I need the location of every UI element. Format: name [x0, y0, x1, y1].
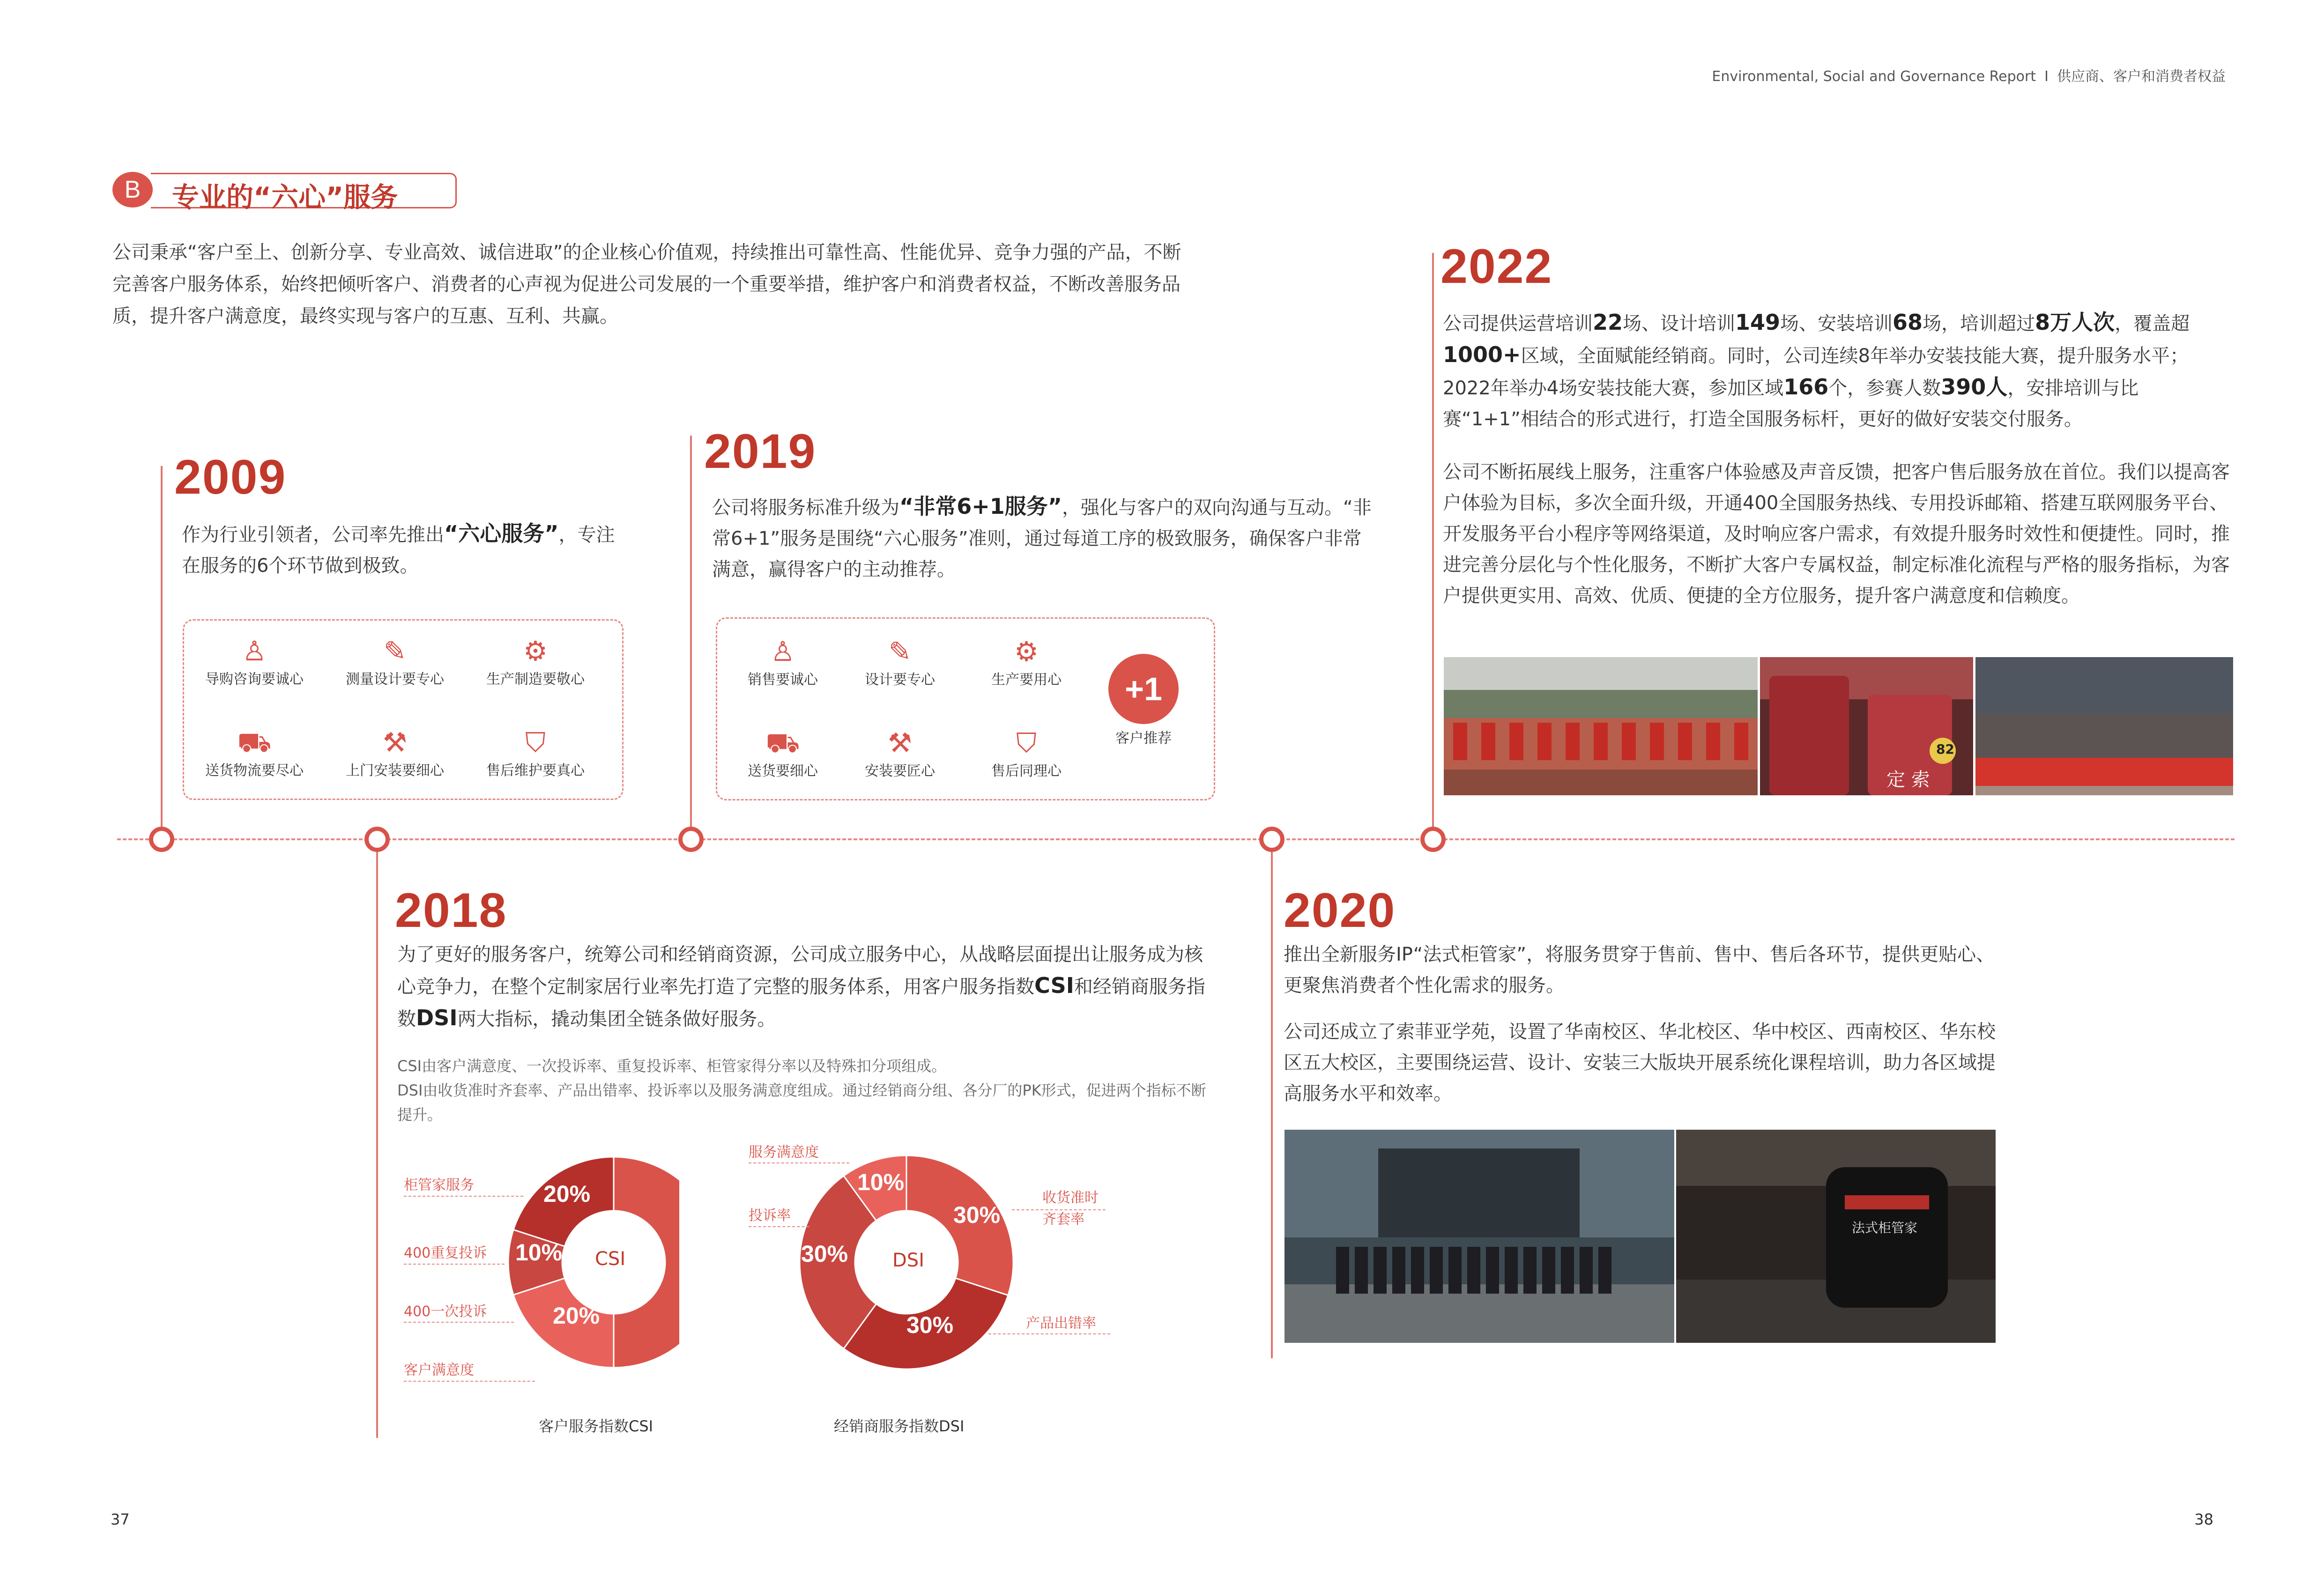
- section-title: 专业的“六心”服务: [172, 181, 398, 213]
- t22g: 个，参赛人数: [1828, 378, 1941, 399]
- photo-staff-lineup: [1285, 1130, 1674, 1343]
- text-2009-bold: “六心服务”: [444, 521, 559, 546]
- photo-service-bag-art: [1676, 1130, 1996, 1343]
- csi-caption: 客户服务指数CSI: [539, 1417, 653, 1435]
- photo-skills-contest: [1444, 657, 1758, 795]
- year-2009: 2009: [174, 450, 287, 504]
- dsi-pct-text: 30%: [953, 1202, 1001, 1228]
- ruler-pencil-icon: ✎: [888, 636, 912, 667]
- service-item-label: 售后维护要真心: [486, 763, 585, 779]
- timeline-node-2019: [678, 827, 704, 852]
- service-item-label: 生产制造要敬心: [486, 671, 585, 688]
- csi-label-gui: 柜管家服务: [404, 1177, 474, 1193]
- csi-pct-gui: [543, 1180, 590, 1207]
- t22-num: 8万人次: [2035, 310, 2115, 335]
- bag-text: 法式柜管家: [1852, 1220, 1918, 1236]
- text-2009-post: ，专注在服务的6个环节做到极致。: [182, 524, 615, 577]
- photo-toolboxes: [1760, 657, 1973, 795]
- dsi-center-label: DSI: [892, 1250, 924, 1271]
- service-item: [470, 635, 601, 688]
- csi-pct-400r: [515, 1239, 562, 1266]
- dsi-pct-err: [906, 1311, 953, 1339]
- dsi-pct-text: 10%: [857, 1169, 905, 1195]
- t22c: 场、安装培训: [1780, 313, 1893, 334]
- service-item: [189, 726, 320, 779]
- six-heart-box-2009: [183, 619, 624, 800]
- text-2019-bold: “非常6+1服务”: [899, 494, 1062, 519]
- report-title: Environmental, Social and Governance Report: [1712, 68, 2036, 85]
- ruler-pencil-icon: ✎: [383, 635, 407, 667]
- dsi-pct-recv: [953, 1201, 1000, 1229]
- csi-center-label: CSI: [595, 1248, 626, 1270]
- plus-one-badge: +1: [1108, 654, 1179, 724]
- service-item: [189, 635, 320, 688]
- year-2020: 2020: [1284, 883, 1396, 938]
- t22-num: 390人: [1941, 374, 2008, 400]
- text-2019: [712, 491, 1377, 585]
- csi-pct-text: 20%: [553, 1303, 600, 1329]
- service-item: [834, 726, 965, 780]
- csi-leader: [404, 1381, 535, 1382]
- person-icon: ♙: [242, 635, 267, 667]
- note-dsi: DSI由收货准时齐套率、产品出错率、投诉率以及服务满意度组成。通过经销商分组、各分厂的PK形式，促进两个指标不断提升。: [397, 1081, 1206, 1124]
- csi-leader: [404, 1322, 514, 1323]
- service-item: [329, 635, 460, 688]
- t22-num: 22: [1593, 310, 1623, 335]
- service-item: [329, 726, 460, 779]
- service-item-label: 安装要匠心: [865, 763, 935, 779]
- service-item-label: 生产要用心: [991, 672, 1062, 688]
- text-2009: [182, 518, 622, 581]
- service-item: [834, 635, 965, 689]
- year-2022: 2022: [1440, 239, 1553, 294]
- page-number-right: 38: [2194, 1510, 2213, 1528]
- timeline-node-2018: [364, 827, 390, 852]
- t18b: 和经销商服务指数: [397, 976, 1205, 1030]
- page-number-left: 37: [111, 1510, 130, 1528]
- shield-icon: ⛉: [1016, 727, 1037, 759]
- report-section: 供应商、客户和消费者权益: [2057, 68, 2226, 85]
- truck-icon: ⛟: [237, 726, 272, 758]
- service-item-label: 测量设计要专心: [346, 671, 444, 688]
- photo-toolboxes-art: [1760, 657, 1973, 795]
- year-2018: 2018: [395, 883, 507, 938]
- section-letter-badge: B: [112, 172, 153, 207]
- service-item: [961, 635, 1092, 689]
- t22e: ，覆盖超: [2115, 313, 2190, 334]
- dsi-pct-text: 30%: [801, 1241, 848, 1267]
- wrench-icon: ⚒: [888, 727, 912, 759]
- dsi-pct-sat: [857, 1169, 904, 1196]
- csi-pct-text: 20%: [543, 1181, 591, 1207]
- dsi-caption: 经销商服务指数DSI: [834, 1417, 965, 1435]
- timeline-connector-2019: [690, 436, 692, 838]
- section-title-frame: [151, 173, 457, 213]
- timeline-connector-2009: [161, 466, 163, 838]
- person-icon: ♙: [771, 636, 795, 667]
- t18a: 为了更好的服务客户，统筹公司和经销商资源，公司成立服务中心，从战略层面提出让服务成为核心竞争力，在整个定制家居行业率先打造了完整的服务体系，用客户服务指数: [397, 944, 1203, 998]
- text-2022-p1: [1443, 307, 2230, 435]
- t22-num: 1000+: [1443, 342, 1521, 367]
- csi-pct-400o: [553, 1302, 600, 1329]
- wrench-icon: ⚒: [383, 726, 407, 758]
- csi-label-400o: 400一次投诉: [404, 1303, 487, 1320]
- report-header: [1712, 65, 2226, 85]
- robot-arm-icon: ⚙: [523, 635, 548, 667]
- timeline-node-2022: [1420, 827, 1446, 852]
- truck-icon: ⛟: [765, 727, 800, 759]
- timeline-connector-2018: [376, 838, 378, 1438]
- dsi-label-err: 产品出错率: [1026, 1315, 1096, 1332]
- intro-paragraph: 公司秉承“客户至上、创新分享、专业高效、诚信进取”的企业核心价值观，持续推出可靠性高、性能优异、竞争力强的产品，不断完善客户服务体系，始终把倾听客户、消费者的心声视为促进公司发展的一个重要举措，维护客户和消费者权益，不断改善服务品质，提升客户满意度，最终实现与客户的互惠、互利、共赢。: [112, 242, 1181, 327]
- text-2019-pre: 公司将服务标准升级为: [712, 497, 899, 518]
- t22f: 区域，全面赋能经销商。同时，公司连续8年举办安装技能大赛，提升服务水平；2022年举办4场安装技能大赛，参加区域: [1443, 345, 2189, 399]
- t18c: 两大指标，撬动集团全链条做好服务。: [457, 1008, 776, 1030]
- dsi-label-recv: 收货准时齐套率: [1042, 1190, 1099, 1228]
- dsi-label-sat: 服务满意度: [749, 1144, 819, 1161]
- dsi-pct-comp: [801, 1240, 848, 1267]
- dsi-leader: [749, 1162, 849, 1163]
- csi-leader: [404, 1264, 505, 1265]
- header-separator: I: [2044, 68, 2049, 85]
- timeline-connector-2022: [1432, 253, 1434, 838]
- service-item: [717, 635, 848, 689]
- csi-leader: [404, 1196, 523, 1197]
- timeline-node-2009: [149, 827, 174, 852]
- csi-pct-text: 10%: [515, 1239, 563, 1266]
- six-plus-one-box-2019: [716, 617, 1215, 800]
- note-csi: CSI由客户满意度、一次投诉率、重复投诉率、柜管家得分率以及特殊扣分项组成。: [397, 1057, 947, 1075]
- text-2009-pre: 作为行业引领者，公司率先推出: [182, 524, 444, 546]
- csi-label-sat: 客户满意度: [404, 1362, 474, 1378]
- service-item-label: 导购咨询要诚心: [205, 671, 304, 688]
- t22-num: 149: [1735, 310, 1781, 335]
- toolbox-chars: 定 索: [1886, 769, 1930, 791]
- robot-arm-icon: ⚙: [1014, 636, 1039, 667]
- dsi-label: DSI: [416, 1005, 458, 1030]
- service-item: [470, 726, 601, 779]
- dsi-pct-text: 30%: [906, 1312, 954, 1338]
- dsi-label-comp: 投诉率: [749, 1207, 791, 1224]
- service-item-label: 送货物流要尽心: [205, 763, 304, 779]
- photo-group-banner: [1975, 657, 2233, 795]
- service-item-label: 上门安装要细心: [346, 763, 444, 779]
- timeline-node-2020: [1259, 827, 1285, 852]
- csi-label: CSI: [1034, 973, 1074, 998]
- photo-group-banner-art: [1975, 657, 2233, 795]
- dsi-leader: [988, 1333, 1110, 1334]
- csi-label-400r: 400重复投诉: [404, 1245, 487, 1261]
- photo-service-bag: [1676, 1130, 1996, 1343]
- service-item-label: 售后同理心: [991, 763, 1062, 779]
- service-item-label: 设计要专心: [865, 672, 935, 688]
- text-2020-p2: 公司还成立了索菲亚学苑，设置了华南校区、华北校区、华中校区、西南校区、华东校区五大校区，主要围绕运营、设计、安装三大版块开展系统化课程培训，助力各区域提高服务水平和效率。: [1284, 1021, 1996, 1104]
- section-heading: [112, 171, 459, 213]
- year-2019: 2019: [704, 424, 817, 479]
- text-2018: [397, 939, 1217, 1035]
- text-2019-post: ，强化与客户的双向沟通与互动。“非常6+1”服务是围绕“六心服务”准则，通过每道工序的极致服务，确保客户非常满意，赢得客户的主动推荐。: [712, 497, 1372, 580]
- t22a: 公司提供运营培训: [1443, 313, 1593, 334]
- timeline-axis: [117, 838, 2235, 840]
- t22-num: 166: [1783, 374, 1829, 400]
- service-item: [961, 726, 1092, 780]
- photo-staff-lineup-art: [1285, 1130, 1674, 1343]
- dsi-leader: [749, 1226, 809, 1227]
- service-item-label: 送货要细心: [748, 763, 818, 779]
- text-2022-p2: 公司不断拓展线上服务，注重客户体验感及声音反馈，把客户售后服务放在首位。我们以提高客户体验为目标，多次全面升级，开通400全国服务热线、专用投诉邮箱、搭建互联网服务平台、开发服务平台小程序等网络渠道，及时响应客户需求，有效提升服务时效性和便捷性。同时，推进完善分层化与个性化服务，不断扩大客户专属权益，制定标准化流程与严格的服务指标，为客户提供更实用、高效、优质、便捷的全方位服务，提升客户满意度和信赖度。: [1443, 461, 2230, 607]
- t22-num: 68: [1893, 310, 1923, 335]
- text-2020-p1: 推出全新服务IP“法式柜管家”，将服务贯穿于售前、售中、售后各环节，提供更贴心、更聚焦消费者个性化需求的服务。: [1284, 944, 1995, 996]
- dsi-leader: [1012, 1209, 1106, 1210]
- toolbox-badge: 82: [1936, 741, 1954, 757]
- photo-skills-contest-art: [1444, 657, 1758, 795]
- plus-one-label: 客户推荐: [1115, 730, 1172, 747]
- service-item-label: 销售要诚心: [748, 672, 818, 688]
- t22d: 场，培训超过: [1923, 313, 2035, 334]
- t22h: ，安排培训与比赛“1+1”相结合的形式进行，打造全国服务标杆，更好的做好安装交付服务。: [1443, 378, 2139, 430]
- shield-icon: ⛉: [525, 726, 546, 758]
- timeline-connector-2020: [1271, 838, 1273, 1358]
- service-item: [717, 726, 848, 780]
- t22b: 场、设计培训: [1623, 313, 1736, 334]
